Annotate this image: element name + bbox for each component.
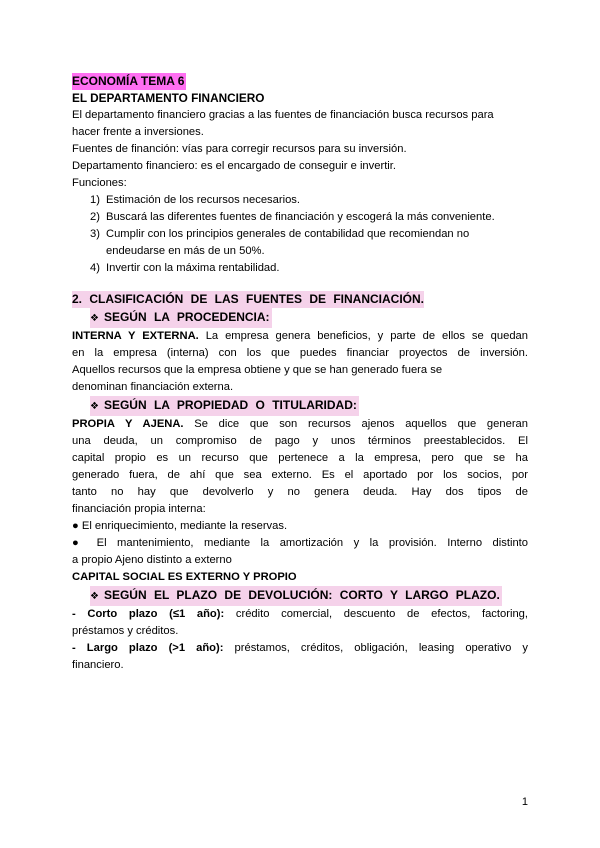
bullet-item: ● El mantenimiento, mediante la amortización y la provisión. Interno distinto <box>72 537 528 549</box>
paragraph-line: Funciones: <box>72 177 127 189</box>
paragraph-line: tanto no hay que devolverlo y no genera deuda. Hay dos tipos de <box>72 486 528 498</box>
paragraph-line: INTERNA Y EXTERNA. La empresa genera beneficios, y parte de ellos se quedan <box>72 330 528 342</box>
list-item: 2) Buscará las diferentes fuentes de financiación y escogerá la más conveniente. <box>90 211 495 223</box>
capital-social-note: CAPITAL SOCIAL ES EXTERNO Y PROPIO <box>72 571 297 583</box>
title-text: ECONOMÍA TEMA 6 <box>72 74 185 88</box>
paragraph-line: PROPIA Y AJENA. Se dice que son recursos ajenos aquellos que generan <box>72 418 528 430</box>
paragraph-line: capital propio es un recurso que pertenece a la empresa, pero que se ha <box>72 452 528 464</box>
paragraph-line: hacer frente a inversiones. <box>72 126 204 138</box>
bullet-item: ● El enriquecimiento, mediante la reservas. <box>72 520 288 532</box>
paragraph-line: Departamento financiero: es el encargado de conseguir e invertir. <box>72 160 397 172</box>
list-item: 1) Estimación de los recursos necesarios. <box>90 194 301 206</box>
paragraph-line: El departamento financiero gracias a las fuentes de financiación busca recursos para <box>72 109 494 121</box>
subsection-procedencia: ❖ SEGÚN LA PROCEDENCIA: <box>90 308 272 328</box>
diamond-bullet-icon: ❖ <box>90 401 99 412</box>
subsection-plazo: ❖ SEGÚN EL PLAZO DE DEVOLUCIÓN: CORTO Y LARGO PLAZO. <box>90 586 502 606</box>
paragraph-line: financiero. <box>72 659 124 671</box>
paragraph-line: préstamos y créditos. <box>72 625 179 637</box>
paragraph-line: a propio Ajeno distinto a externo <box>72 554 232 566</box>
diamond-bullet-icon: ❖ <box>90 591 99 602</box>
list-item: 3) Cumplir con los principios generales de contabilidad que recomiendan no endeudarse en más de un 50%. <box>90 228 470 257</box>
diamond-bullet-icon: ❖ <box>90 313 99 324</box>
paragraph-line: - Corto plazo (≤1 año): crédito comercial, descuento de efectos, factoring, <box>72 608 528 620</box>
page-number: 1 <box>521 796 528 808</box>
document-title <box>72 72 528 90</box>
paragraph-line: generado fuera, de ahí que sea externo. Es el aportado por los socios, por <box>72 469 528 481</box>
paragraph-line: Aquellos recursos que la empresa obtiene y que se han generado fuera se <box>72 364 443 376</box>
subsection-propiedad: ❖ SEGÚN LA PROPIEDAD O TITULARIDAD: <box>90 396 359 416</box>
functions-list <box>72 192 528 277</box>
paragraph-line: en la empresa (interna) con los que puedes financiar proyectos de inversión. <box>72 347 528 359</box>
list-item: 4) Invertir con la máxima rentabilidad. <box>90 262 280 274</box>
section2-heading: 2. CLASIFICACIÓN DE LAS FUENTES DE FINANCIACIÓN. <box>72 292 425 306</box>
paragraph-line: una deuda, un compromiso de pago y unos términos preestablecidos. El <box>72 435 528 447</box>
paragraph-line: - Largo plazo (>1 año): préstamos, créditos, obligación, leasing operativo y <box>72 642 529 654</box>
document-page <box>72 72 528 674</box>
paragraph-line: denominan financiación externa. <box>72 381 234 393</box>
paragraph-line: Fuentes de financión: vías para corregir recursos para su inversión. <box>72 143 407 155</box>
paragraph-line: financiación propia interna: <box>72 503 206 515</box>
section1-heading: EL DEPARTAMENTO FINANCIERO <box>72 91 265 105</box>
